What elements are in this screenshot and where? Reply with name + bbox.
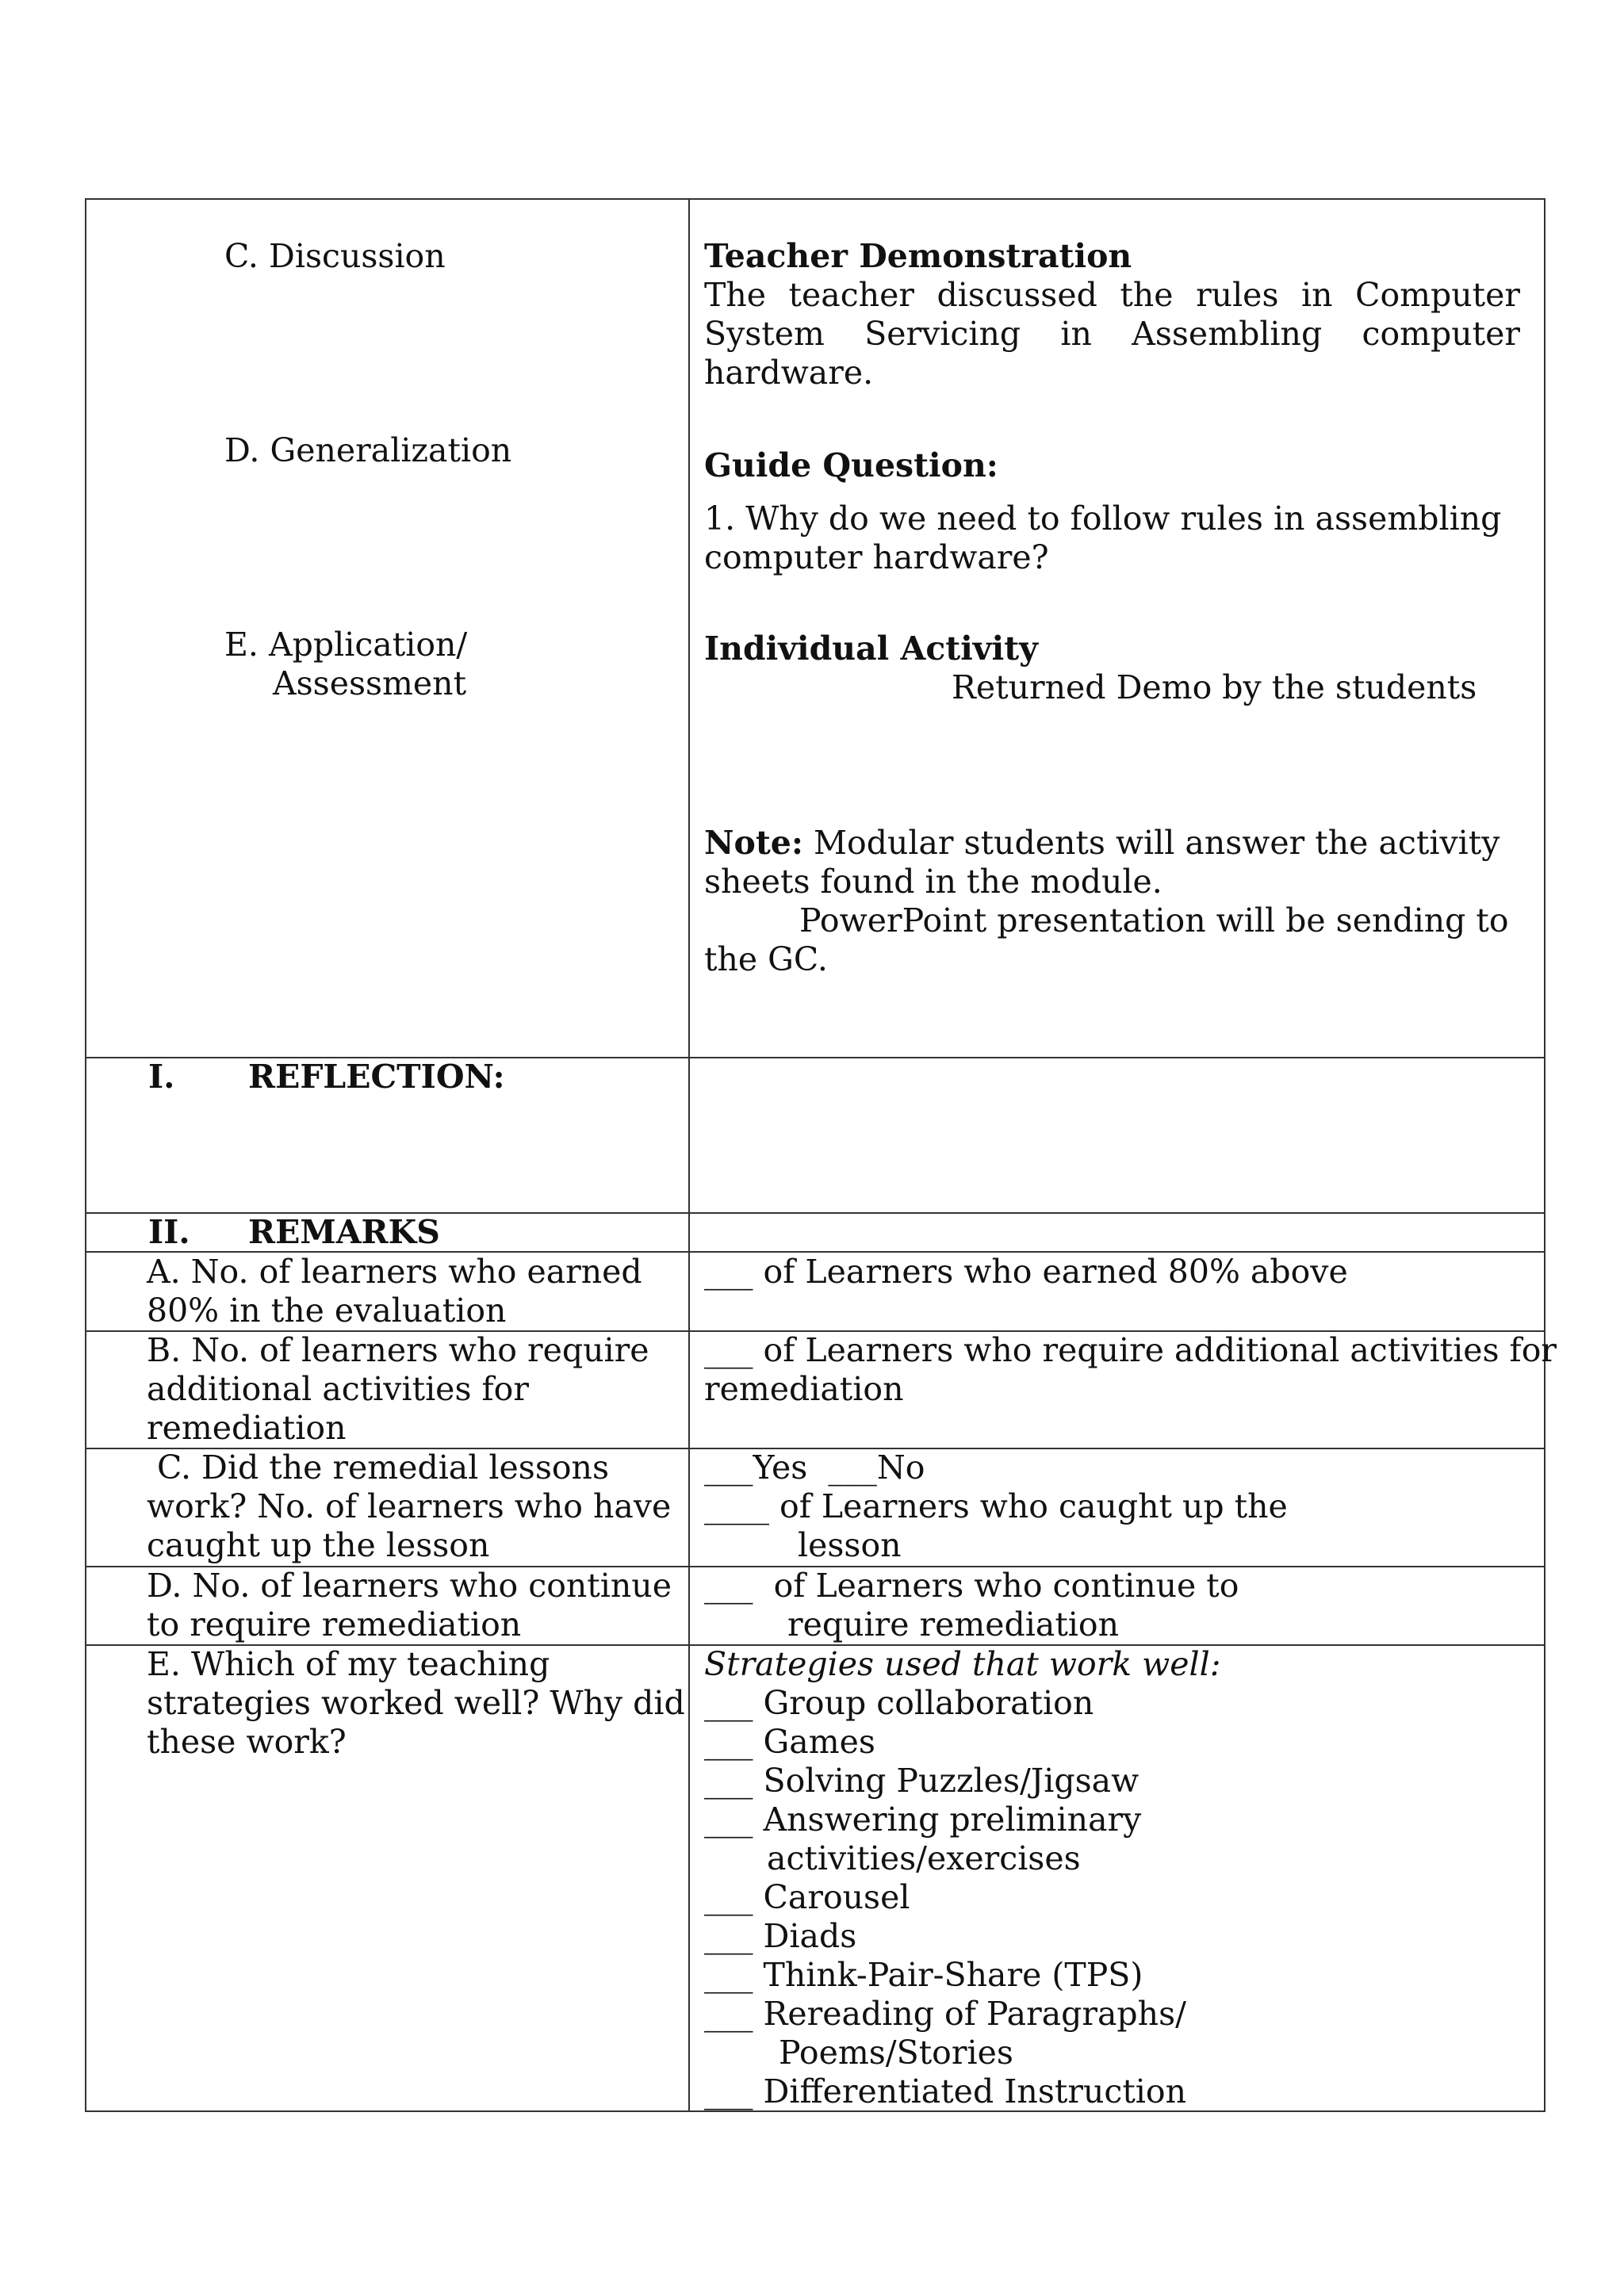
- row-a-right-line1: ___ of Learners who earned 80% above: [704, 1253, 1348, 1291]
- demo-text-line3: hardware.: [704, 354, 874, 392]
- reflection-numeral: I.: [148, 1058, 175, 1096]
- row-c-left-line1: C. Did the remedial lessons: [147, 1448, 609, 1487]
- activity-text: Returned Demo by the students: [952, 668, 1477, 706]
- row-e-left-line3: these work?: [147, 1723, 347, 1761]
- row-b-left-line3: remediation: [147, 1409, 347, 1447]
- row-c-left-line2: work? No. of learners who have: [147, 1487, 672, 1525]
- strategy-item: ___ Diads: [704, 1917, 857, 1955]
- row-b-right-line2: remediation: [704, 1370, 904, 1408]
- strategy-item: ___ Group collaboration: [704, 1684, 1094, 1722]
- demo-text-line1: The teacher discussed the rules in Computer: [704, 276, 1520, 314]
- row-b-left-line1: B. No. of learners who require: [147, 1331, 649, 1369]
- note-line1: [704, 824, 1500, 863]
- row-d-left-line2: to require remediation: [147, 1605, 522, 1644]
- discussion-label: C. Discussion: [224, 237, 446, 275]
- note-label: Note:: [704, 824, 803, 862]
- guide-question-line1: 1. Why do we need to follow rules in assembling: [704, 499, 1502, 538]
- row-b-left-line2: additional activities for: [147, 1370, 529, 1408]
- strategy-item: ___ Rereading of Paragraphs/: [704, 1995, 1186, 2033]
- generalization-label: D. Generalization: [224, 431, 512, 469]
- strategy-item: ___ Differentiated Instruction: [704, 2072, 1186, 2110]
- row-c-left-line3: caught up the lesson: [147, 1526, 490, 1564]
- activity-heading: Individual Activity: [704, 629, 1038, 668]
- note-line3: PowerPoint presentation will be sending to: [799, 901, 1509, 939]
- strategy-item: ___ Solving Puzzles/Jigsaw: [704, 1762, 1139, 1800]
- column-divider: [688, 200, 690, 2110]
- note-text: Modular students will answer the activity: [814, 824, 1500, 862]
- strategy-item: ___ Carousel: [704, 1878, 910, 1916]
- application-label-line1: E. Application/: [224, 626, 468, 664]
- note-line2: sheets found in the module.: [704, 863, 1162, 901]
- row-c-right-line1: ___Yes ___No: [704, 1448, 925, 1487]
- guide-question-line2: computer hardware?: [704, 538, 1049, 576]
- row-b-right-line1: ___ of Learners who require additional activities for: [704, 1331, 1557, 1369]
- strategies-heading: Strategies used that work well:: [704, 1645, 1221, 1683]
- strategy-item: ___ Think-Pair-Share (TPS): [704, 1956, 1143, 1994]
- note-line4: the GC.: [704, 940, 828, 978]
- row-d-left-line1: D. No. of learners who continue: [147, 1567, 672, 1605]
- row-e-left-line2: strategies worked well? Why did: [147, 1684, 685, 1722]
- strategy-item: ___ Games: [704, 1723, 875, 1761]
- demo-text-line2: System Servicing in Assembling computer: [704, 315, 1520, 353]
- reflection-title: REFLECTION:: [248, 1058, 505, 1096]
- row-a-left-line2: 80% in the evaluation: [147, 1292, 507, 1330]
- row-e-left-line1: E. Which of my teaching: [147, 1645, 550, 1683]
- remarks-numeral: II.: [148, 1213, 190, 1251]
- row-a-left-line1: A. No. of learners who earned: [147, 1253, 642, 1291]
- guide-question-heading: Guide Question:: [704, 446, 998, 484]
- demo-heading: Teacher Demonstration: [704, 237, 1132, 275]
- strategy-item: ___ Answering preliminary: [704, 1800, 1142, 1839]
- strategy-item-continuation: activities/exercises: [767, 1839, 1081, 1877]
- application-label-line2: Assessment: [273, 664, 467, 702]
- row-d-right-line2: require remediation: [787, 1605, 1120, 1644]
- row-c-right-line2: ____ of Learners who caught up the: [704, 1487, 1288, 1525]
- row-c-right-line3: lesson: [798, 1526, 902, 1564]
- row-d-right-line1: ___ of Learners who continue to: [704, 1567, 1239, 1605]
- remarks-title: REMARKS: [248, 1213, 440, 1251]
- strategy-item-continuation: Poems/Stories: [779, 2034, 1013, 2072]
